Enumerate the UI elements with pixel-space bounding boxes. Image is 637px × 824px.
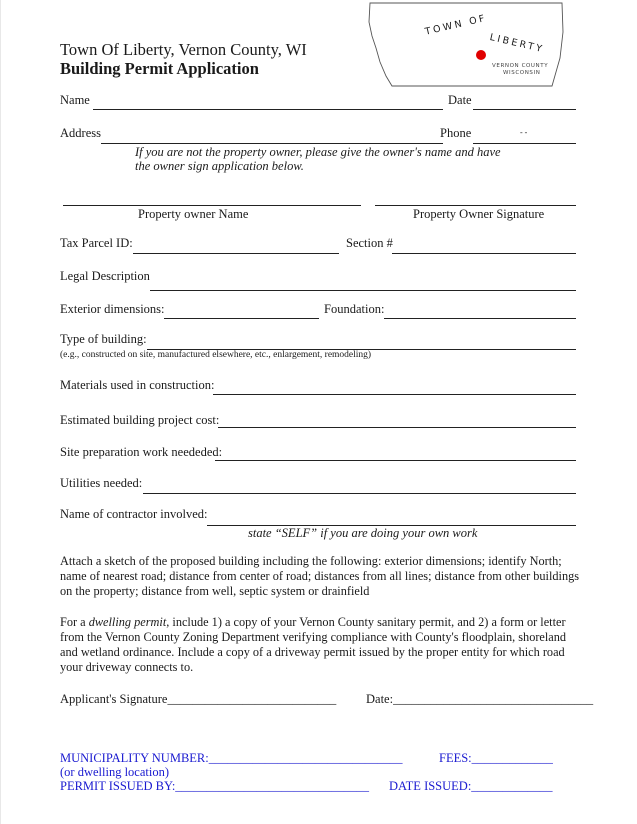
- section-field[interactable]: [392, 253, 576, 254]
- materials-field[interactable]: [213, 394, 576, 395]
- form-title-line1: Town Of Liberty, Vernon County, WI: [60, 40, 307, 59]
- permit-issued-by-line[interactable]: PERMIT ISSUED BY:_______________________________: [60, 779, 370, 793]
- applicant-signature-line[interactable]: Applicant's Signature___________________________: [60, 692, 337, 706]
- name-label: Name: [60, 93, 90, 107]
- section-label: Section #: [346, 236, 393, 250]
- self-note: state “SELF” if you are doing your own work: [248, 526, 478, 540]
- phone-field[interactable]: [473, 143, 576, 144]
- fees-line[interactable]: FEES:_____________: [439, 751, 553, 765]
- date-field[interactable]: [473, 109, 576, 110]
- property-owner-name-field[interactable]: [63, 205, 361, 206]
- tax-parcel-field[interactable]: [133, 253, 339, 254]
- logo-county-line2: WISCONSIN: [503, 70, 541, 76]
- legal-description-label: Legal Description: [60, 269, 150, 283]
- property-owner-signature-label: Property Owner Signature: [413, 207, 545, 221]
- phone-label: Phone: [440, 126, 472, 140]
- address-label: Address: [60, 126, 101, 140]
- date-issued-line[interactable]: DATE ISSUED:_____________: [389, 779, 553, 793]
- site-prep-label: Site preparation work neededed:: [60, 445, 223, 459]
- phone-dashes: - -: [520, 128, 528, 137]
- utilities-label: Utilities needed:: [60, 476, 143, 490]
- dwelling-instructions: [60, 615, 580, 675]
- materials-label: Materials used in construction:: [60, 378, 215, 392]
- dwelling-italic: dwelling permit: [88, 615, 167, 629]
- dwelling-prefix: For a: [60, 615, 89, 629]
- page-edge: [0, 0, 1, 824]
- site-prep-field[interactable]: [215, 460, 576, 461]
- town-logo: [366, 2, 566, 88]
- signature-date-line[interactable]: Date:________________________________: [366, 692, 594, 706]
- logo-town-text-left: TOWN OF: [424, 12, 489, 38]
- type-of-building-note: (e.g., constructed on site, manufactured elsewhere, etc., enlargement, remodeling): [60, 350, 372, 360]
- contractor-label: Name of contractor involved:: [60, 507, 208, 521]
- owner-note-line1: If you are not the property owner, please give the owner's name and have: [135, 145, 501, 159]
- estimated-cost-label: Estimated building project cost:: [60, 413, 220, 427]
- location-dot-icon: [476, 50, 486, 60]
- address-field[interactable]: [101, 143, 443, 144]
- date-label: Date: [448, 93, 472, 107]
- property-owner-signature-field[interactable]: [375, 205, 576, 206]
- name-field[interactable]: [93, 109, 443, 110]
- dwelling-rest: , include 1) a copy of your Vernon County sanitary permit, and 2) a form or letter from the Vernon County Zoning Department verifying compliance with County's floodplain, shoreland and wetland ordinance. Include a copy of a driveway permit issued by the proper entity for which road your driveway connects to.: [60, 615, 567, 674]
- owner-note-line2: the owner sign application below.: [135, 159, 304, 173]
- property-owner-name-label: Property owner Name: [138, 207, 249, 221]
- utilities-field[interactable]: [143, 493, 576, 494]
- exterior-dimensions-field[interactable]: [164, 318, 319, 319]
- logo-town-text-right: LIBERTY: [488, 32, 546, 56]
- type-of-building-label: Type of building:: [60, 332, 147, 346]
- form-title-line2: Building Permit Application: [60, 59, 259, 78]
- dwelling-location-note: (or dwelling location): [60, 765, 169, 779]
- foundation-field[interactable]: [384, 318, 576, 319]
- estimated-cost-field[interactable]: [218, 427, 576, 428]
- logo-county-line1: VERNON COUNTY: [492, 63, 549, 69]
- sketch-instructions: Attach a sketch of the proposed building including the following: exterior dimensions; identify North; name of nearest road; distance from center of road; distances from all lines; distance from other buildings on the property; distance from well, septic system or drainfield: [60, 554, 580, 598]
- tax-parcel-label: Tax Parcel ID:: [60, 236, 133, 250]
- exterior-dimensions-label: Exterior dimensions:: [60, 302, 165, 316]
- foundation-label: Foundation:: [324, 302, 385, 316]
- municipality-number-line[interactable]: MUNICIPALITY NUMBER:_______________________________: [60, 751, 403, 765]
- legal-description-field[interactable]: [150, 290, 576, 291]
